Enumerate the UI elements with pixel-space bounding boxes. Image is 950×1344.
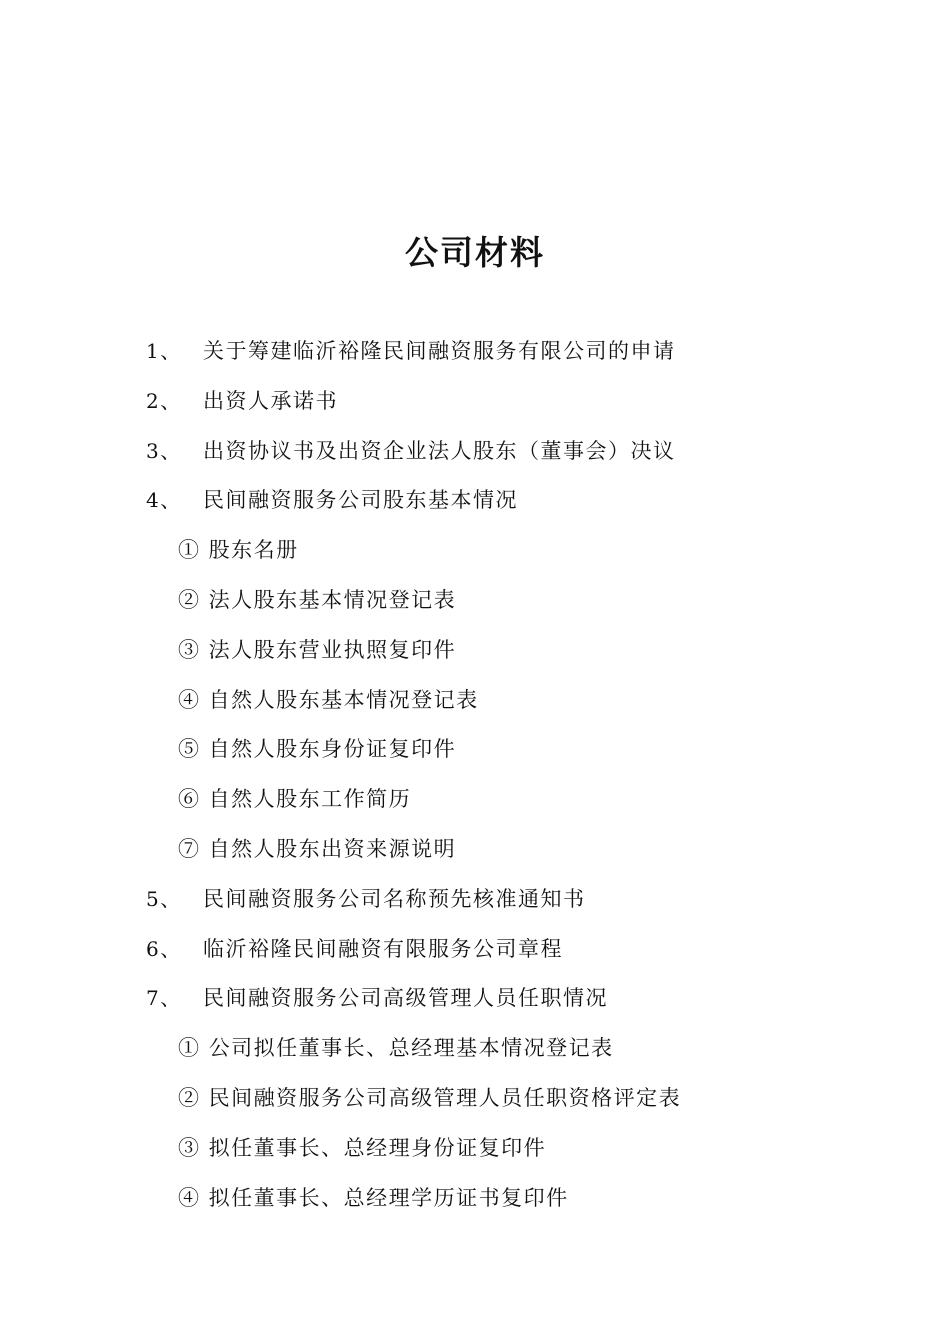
- list-item-6: [0, 931, 950, 981]
- item-text: 民间融资服务公司名称预先核准通知书: [203, 886, 586, 911]
- sub-item-text: ④ 自然人股东基本情况登记表: [178, 687, 479, 712]
- list-item-3: [0, 433, 950, 483]
- item-number: 7、: [146, 986, 182, 1011]
- item-number: 5、: [146, 886, 182, 911]
- list-item-7: [0, 980, 950, 1030]
- page-title: 公司材料: [405, 233, 545, 272]
- list-item-1: [0, 333, 950, 383]
- item-number: 1、: [146, 339, 182, 363]
- item-text: 出资协议书及出资企业法人股东（董事会）决议: [203, 438, 676, 463]
- sub-item-4-7: [0, 831, 950, 881]
- sub-item-text: ⑥ 自然人股东工作简历: [178, 787, 412, 812]
- item-text: 民间融资服务公司股东基本情况: [203, 488, 518, 513]
- item-number: 3、: [146, 438, 182, 463]
- sub-item-text: ⑤ 自然人股东身份证复印件: [178, 737, 457, 762]
- sub-item-4-5: [0, 731, 950, 781]
- sub-item-text: ④ 拟任董事长、总经理学历证书复印件: [178, 1185, 569, 1210]
- sub-item-4-1: [0, 532, 950, 582]
- materials-list: [0, 333, 950, 1229]
- sub-item-4-3: [0, 632, 950, 682]
- item-text: 临沂裕隆民间融资有限服务公司章程: [203, 936, 563, 961]
- sub-item-4-2: [0, 582, 950, 632]
- list-item-2: [0, 383, 950, 433]
- sub-item-text: ① 股东名册: [178, 538, 299, 563]
- list-item-4: [0, 482, 950, 532]
- item-text: 出资人承诺书: [203, 388, 338, 413]
- list-item-5: [0, 881, 950, 931]
- sub-item-text: ② 法人股东基本情况登记表: [178, 587, 457, 612]
- sub-item-text: ② 民间融资服务公司高级管理人员任职资格评定表: [178, 1085, 682, 1110]
- item-text: 民间融资服务公司高级管理人员任职情况: [203, 986, 608, 1011]
- item-number: 6、: [146, 936, 182, 961]
- sub-item-7-2: [0, 1080, 950, 1130]
- sub-item-7-3: [0, 1130, 950, 1180]
- sub-item-7-4: [0, 1180, 950, 1230]
- sub-item-text: ③ 拟任董事长、总经理身份证复印件: [178, 1135, 547, 1160]
- sub-item-4-6: [0, 781, 950, 831]
- item-number: 2、: [146, 388, 182, 413]
- sub-item-text: ⑦ 自然人股东出资来源说明: [178, 836, 457, 861]
- sub-item-4-4: [0, 682, 950, 732]
- sub-item-text: ③ 法人股东营业执照复印件: [178, 637, 457, 662]
- item-number: 4、: [146, 488, 182, 513]
- sub-item-7-1: [0, 1030, 950, 1080]
- item-text: 关于筹建临沂裕隆民间融资服务有限公司的申请: [203, 339, 676, 363]
- sub-item-text: ① 公司拟任董事长、总经理基本情况登记表: [178, 1036, 614, 1061]
